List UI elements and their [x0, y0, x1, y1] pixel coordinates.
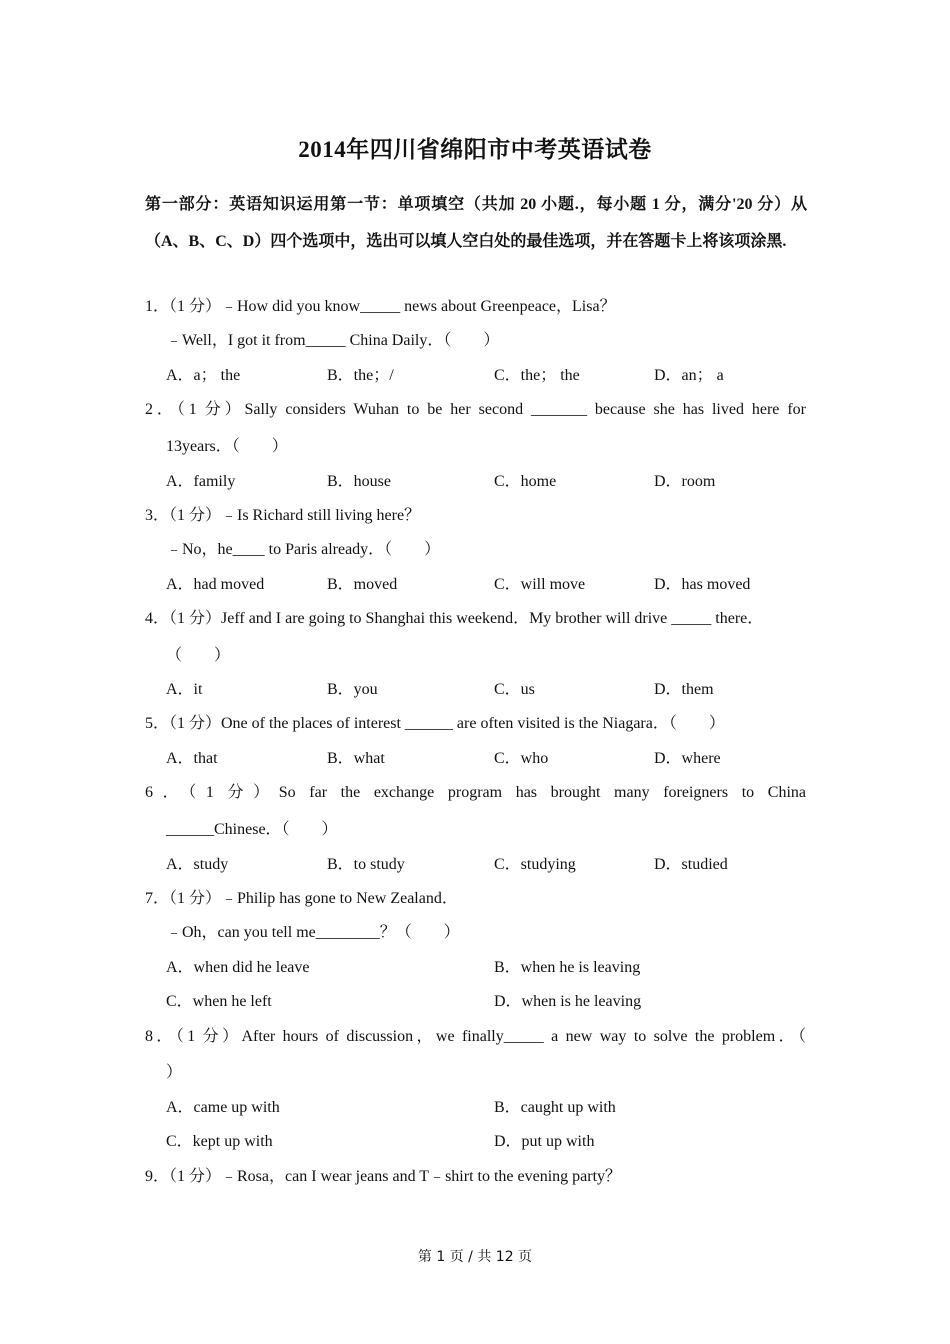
- option-c: C．who: [494, 750, 549, 767]
- option-c: C．when he left: [166, 993, 272, 1010]
- option-b: B．when he is leaving: [494, 959, 641, 976]
- option-a: A．when did he leave: [166, 959, 310, 976]
- question-line2: ）: [166, 1064, 183, 1081]
- option-c: C．will move: [494, 576, 586, 593]
- option-d: D．put up with: [494, 1133, 595, 1150]
- option-a: A．study: [166, 856, 229, 873]
- option-c: C．studying: [494, 856, 576, 873]
- option-d: D．studied: [654, 856, 728, 873]
- question-stem: 4．（1 分）Jeff and I are going to Shanghai this weekend．My brother will drive _____ there．: [145, 610, 764, 627]
- option-c: C．kept up with: [166, 1133, 273, 1150]
- option-a: A．family: [166, 473, 236, 490]
- option-d: D．where: [654, 750, 721, 767]
- option-c: C．home: [494, 473, 557, 490]
- option-d: D．them: [654, 681, 714, 698]
- question-stem: 6．（1 分）So far the exchange program has brought many foreigners to China: [145, 784, 806, 801]
- option-d: D．an； a: [654, 367, 724, 384]
- option-c: C．the； the: [494, 367, 580, 384]
- question-stem: 9．（1 分）﹣Rosa，can I wear jeans and T﹣shirt to the evening party？: [145, 1168, 622, 1185]
- question-line2: ﹣Well，I got it from_____ China Daily．（ ）: [166, 332, 500, 349]
- question-stem: 2．（1 分）Sally considers Wuhan to be her second _______ because she has lived here for: [145, 401, 806, 418]
- page-title: 2014年四川省绵阳市中考英语试卷: [298, 137, 652, 162]
- question-stem: 1．（1 分）﹣How did you know_____ news about Greenpeace，Lisa？: [145, 298, 616, 315]
- option-b: B．to study: [327, 856, 405, 873]
- section-instructions: 第一部分：英语知识运用第一节：单项填空（共加 20 小题.，每小题 1 分，满分'20 分）从（A、B、C、D）四个选项中，选出可以填人空白处的最佳选项，并在答题卡上将该项涂黑.: [145, 196, 807, 250]
- option-d: D．has moved: [654, 576, 751, 593]
- question-stem: 7．（1 分）﹣Philip has gone to New Zealand．: [145, 890, 458, 907]
- option-a: A．it: [166, 681, 203, 698]
- question-line2: （ ）: [166, 647, 231, 664]
- option-a: A．came up with: [166, 1099, 280, 1116]
- option-b: B．the；/: [327, 367, 394, 384]
- option-b: B．house: [327, 473, 392, 490]
- option-b: B．what: [327, 750, 385, 767]
- question-line2: ______Chinese．（ ）: [166, 821, 338, 838]
- option-a: A．had moved: [166, 576, 265, 593]
- question-line2: ﹣Oh，can you tell me________？（ ）: [166, 924, 460, 941]
- question-stem: 3．（1 分）﹣Is Richard still living here？: [145, 507, 421, 524]
- option-b: B．moved: [327, 576, 398, 593]
- option-a: A．a； the: [166, 367, 241, 384]
- option-c: C．us: [494, 681, 535, 698]
- option-d: D．room: [654, 473, 716, 490]
- page-footer: 第 1 页 / 共 12 页: [417, 1249, 533, 1265]
- question-stem: 8．（1 分）After hours of discussion，we finally_____ a new way to solve the problem．（: [145, 1028, 806, 1045]
- option-a: A．that: [166, 750, 218, 767]
- option-d: D．when is he leaving: [494, 993, 642, 1010]
- option-b: B．you: [327, 681, 378, 698]
- question-line2: ﹣No，he____ to Paris already．（ ）: [166, 541, 441, 558]
- option-b: B．caught up with: [494, 1099, 616, 1116]
- question-line2: 13years．（ ）: [166, 438, 288, 455]
- question-stem: 5．（1 分）One of the places of interest ______ are often visited is the Niagara．（ ）: [145, 715, 725, 732]
